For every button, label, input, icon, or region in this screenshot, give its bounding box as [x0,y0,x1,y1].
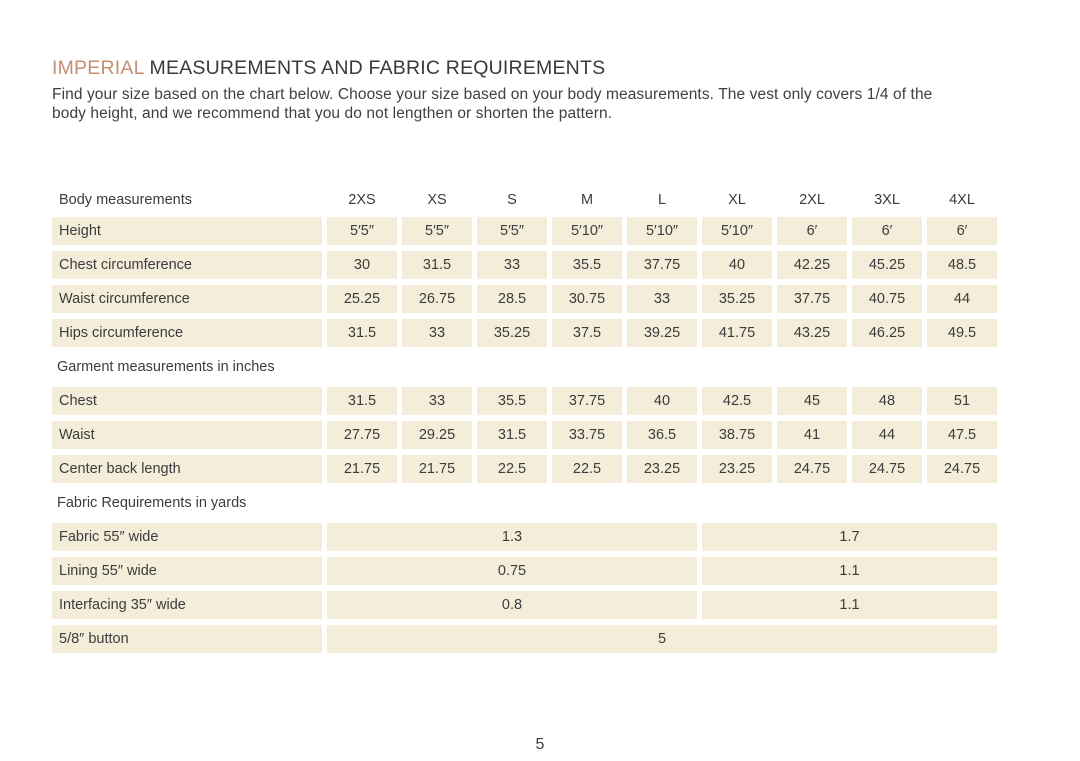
value-cell: 30.75 [552,285,622,313]
row-label: Chest [52,387,322,415]
value-cell: 23.25 [702,455,772,483]
value-cell: 5′5″ [327,217,397,245]
value-cell: 40 [627,387,697,415]
merged-value-cell: 0.75 [327,557,697,585]
value-cell: 21.75 [402,455,472,483]
value-cell: 25.25 [327,285,397,313]
section-header-fabric: Fabric Requirements in yards [57,495,247,511]
value-cell: 23.25 [627,455,697,483]
row-label: Hips circumference [52,319,322,347]
value-cell: 37.75 [627,251,697,279]
value-cell: 26.75 [402,285,472,313]
value-cell: 35.5 [552,251,622,279]
row-label: Interfacing 35″ wide [52,591,322,619]
value-cell: 47.5 [927,421,997,449]
value-cell: 27.75 [327,421,397,449]
value-cell: 37.5 [552,319,622,347]
value-cell: 33.75 [552,421,622,449]
page-title [52,57,1028,80]
value-cell: 21.75 [327,455,397,483]
row-label: 5/8″ button [52,625,322,653]
value-cell: 49.5 [927,319,997,347]
row-label: Waist circumference [52,285,322,313]
value-cell: 35.5 [477,387,547,415]
value-cell: 35.25 [702,285,772,313]
value-cell: 6′ [852,217,922,245]
title-accent: IMPERIAL [52,57,144,79]
merged-value-cell: 1.7 [702,523,997,551]
size-column-header: XL [728,192,746,208]
value-cell: 6′ [777,217,847,245]
value-cell: 6′ [927,217,997,245]
table-header-label: Body measurements [59,192,192,208]
size-column-header: 4XL [949,192,975,208]
merged-value-cell: 5 [327,625,997,653]
row-label: Lining 55″ wide [52,557,322,585]
value-cell: 28.5 [477,285,547,313]
value-cell: 33 [477,251,547,279]
size-column-header: 3XL [874,192,900,208]
value-cell: 5′10″ [552,217,622,245]
value-cell: 43.25 [777,319,847,347]
value-cell: 42.25 [777,251,847,279]
intro-text: Find your size based on the chart below. Choose your size based on your body measurements. The vest only covers 1/4 of the body height, and we recommend that you do not lengthen or shorten the pattern. [52,86,933,122]
row-label: Waist [52,421,322,449]
value-cell: 31.5 [327,319,397,347]
value-cell: 40 [702,251,772,279]
page-number: 5 [535,736,545,753]
row-label: Height [52,217,322,245]
value-cell: 45.25 [852,251,922,279]
value-cell: 35.25 [477,319,547,347]
merged-value-cell: 0.8 [327,591,697,619]
size-column-header: S [507,192,517,208]
value-cell: 31.5 [477,421,547,449]
merged-value-cell: 1.1 [702,591,997,619]
value-cell: 22.5 [552,455,622,483]
section-header-garment: Garment measurements in inches [57,359,275,375]
value-cell: 45 [777,387,847,415]
value-cell: 42.5 [702,387,772,415]
value-cell: 37.75 [777,285,847,313]
merged-value-cell: 1.1 [702,557,997,585]
value-cell: 33 [402,387,472,415]
value-cell: 30 [327,251,397,279]
value-cell: 36.5 [627,421,697,449]
row-label: Center back length [52,455,322,483]
size-table [52,189,997,653]
value-cell: 44 [852,421,922,449]
value-cell: 40.75 [852,285,922,313]
value-cell: 33 [402,319,472,347]
size-column-header: 2XS [348,192,376,208]
value-cell: 31.5 [327,387,397,415]
row-label: Chest circumference [52,251,322,279]
size-column-header: XS [427,192,447,208]
value-cell: 38.75 [702,421,772,449]
value-cell: 24.75 [927,455,997,483]
value-cell: 5′5″ [477,217,547,245]
value-cell: 44 [927,285,997,313]
title-rest: MEASUREMENTS AND FABRIC REQUIREMENTS [143,57,606,79]
value-cell: 46.25 [852,319,922,347]
value-cell: 51 [927,387,997,415]
merged-value-cell: 1.3 [327,523,697,551]
value-cell: 41 [777,421,847,449]
value-cell: 41.75 [702,319,772,347]
value-cell: 48 [852,387,922,415]
size-column-header: 2XL [799,192,825,208]
value-cell: 24.75 [777,455,847,483]
size-column-header: M [580,192,594,208]
value-cell: 24.75 [852,455,922,483]
value-cell: 33 [627,285,697,313]
value-cell: 5′10″ [702,217,772,245]
value-cell: 31.5 [402,251,472,279]
value-cell: 48.5 [927,251,997,279]
value-cell: 5′10″ [627,217,697,245]
row-label: Fabric 55″ wide [52,523,322,551]
document-page [52,57,1028,653]
value-cell: 22.5 [477,455,547,483]
size-column-header: L [657,192,667,208]
value-cell: 29.25 [402,421,472,449]
value-cell: 5′5″ [402,217,472,245]
value-cell: 39.25 [627,319,697,347]
value-cell: 37.75 [552,387,622,415]
